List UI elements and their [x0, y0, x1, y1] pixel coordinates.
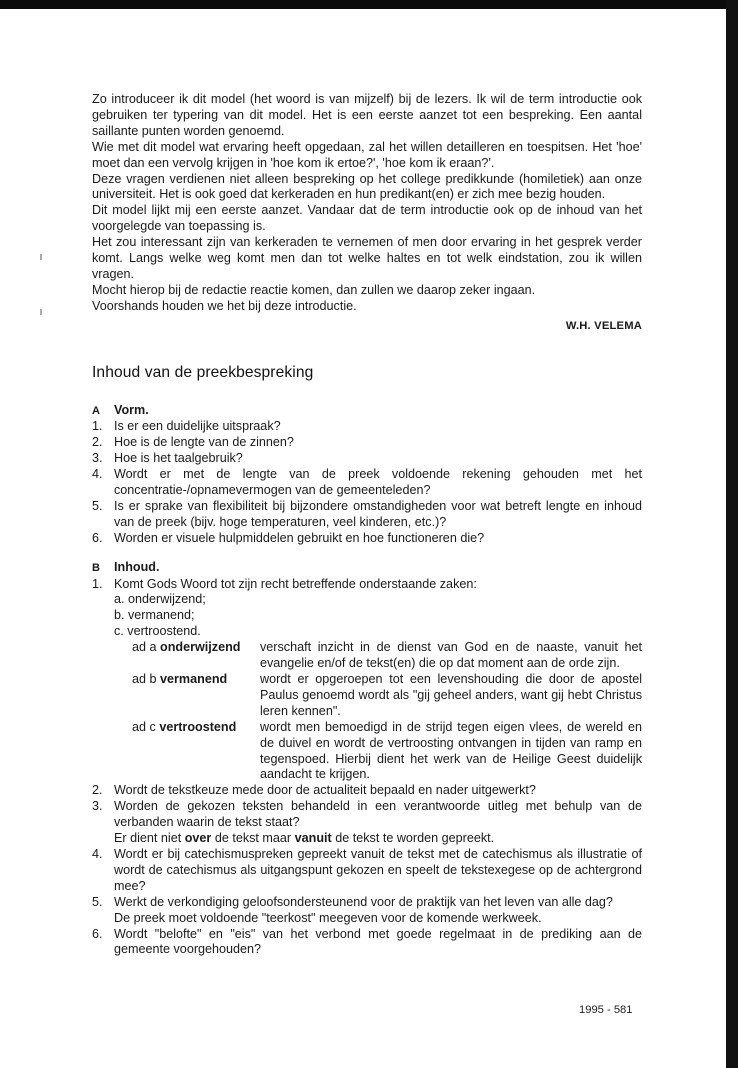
section-b-heading: [92, 560, 642, 577]
item-text: Hoe is het taalgebruik?: [114, 451, 243, 466]
item-number: 6.: [92, 926, 103, 941]
item-text: Worden er visuele hulpmiddelen gebruikt en hoe functioneren die?: [114, 530, 485, 545]
item-number: 4.: [92, 467, 103, 482]
sub-item: c. vertroostend.: [114, 624, 201, 639]
item-number: 3.: [92, 799, 103, 814]
author-signature: W.H. VELEMA: [565, 319, 642, 332]
item-text: Komt Gods Woord tot zijn recht betreffende onderstaande zaken:: [114, 576, 477, 591]
top-scan-border: [0, 0, 738, 9]
item-text: Werkt de verkondiging geloofsondersteunend voor de praktijk van het leven van alle dag?: [114, 894, 613, 909]
explanation-label: [114, 640, 260, 672]
item-text: Wordt er met de lengte van de preek voldoende rekening gehouden met het concentratie-/opnamevermogen van de gemeenteleden?: [114, 467, 642, 498]
scan-mark: [40, 309, 42, 315]
explanation-text: verschaft inzicht in de dienst van God en de naaste, vanuit het evangelie en/of de tekst(en) die op dat moment aan de orde zijn.: [260, 640, 642, 671]
item-number: 4.: [92, 846, 103, 861]
section-heading-text: Vorm.: [114, 402, 149, 417]
intro-paragraph: Wie met dit model wat ervaring heeft opgedaan, zal het willen detailleren en toespitsen. Het 'hoe' moet dan een vervolg krijgen in 'hoe kom ik ertoe?', 'hoe kom ik eraan?'.: [92, 139, 642, 170]
section-letter: B: [92, 561, 100, 574]
list-item: [92, 531, 642, 547]
explanation-term: vermanend: [160, 672, 228, 686]
scan-mark: [40, 254, 42, 260]
explanation-row: [114, 672, 642, 720]
form-question-list: [92, 419, 642, 546]
section-b: [92, 560, 642, 959]
list-item: [92, 927, 642, 959]
item-number: 5.: [92, 498, 103, 513]
list-item: [92, 783, 642, 799]
sub-list: [114, 592, 642, 640]
item-number: 2.: [92, 435, 103, 450]
explanation-term: onderwijzend: [160, 640, 241, 655]
right-scan-border: [726, 0, 738, 1068]
explanation-row: [114, 640, 642, 672]
emphasis-over: over: [184, 831, 212, 846]
item-text: Hoe is de lengte van de zinnen?: [114, 435, 294, 450]
item-number: 6.: [92, 530, 103, 545]
intro-paragraph: Dit model lijkt mij een eerste aanzet. Vandaar dat de term introductie ook op de inhoud van het voorgelegde van toepassing is.: [92, 203, 642, 234]
item-note: [114, 831, 642, 847]
emphasis-vanuit: vanuit: [294, 831, 332, 846]
item-text: Is er sprake van flexibiliteit bij bijzondere omstandigheden voor wat betreft lengte en inhoud van de preek (bijv. hoge temperaturen, veel kinderen, etc.)?: [114, 498, 642, 529]
note-text: de tekst te worden gepreekt.: [331, 831, 495, 846]
item-text: Wordt er bij catechismuspreken gepreekt vanuit de tekst met de catechismus als illustratie of wordt de catechismus als uitgangspunt gekozen en speelt de tekstexegese op de achtergrond mee?: [114, 846, 642, 893]
explanation-prefix: ad c: [132, 719, 156, 734]
list-item: [92, 847, 642, 895]
content-question-list: [92, 577, 642, 959]
section-title: Inhoud van de preekbespreking: [92, 363, 314, 381]
explanation-term: vertroostend: [159, 719, 237, 734]
intro-paragraph: Deze vragen verdienen niet alleen bespreking op het college predikkunde (homiletiek) aan onze universiteit. Het is ook goed dat kerkeraden en hun predikant(en) er zich mee bezig houden.: [92, 171, 642, 202]
section-a-heading: [92, 403, 642, 420]
list-item: [92, 451, 642, 467]
intro-paragraph: Het zou interessant zijn van kerkeraden te vernemen of men door ervaring in het gesprek verder komt. Langs welke weg komt men dan tot welke haltes en tot welk eindstation, zou ik willen vragen.: [92, 235, 642, 281]
item-number: 2.: [92, 783, 103, 798]
page-number: 1995 - 581: [579, 1004, 633, 1016]
intro-paragraph: Mocht hierop bij de redactie reactie komen, dan zullen we daarop zeker ingaan.: [92, 282, 536, 297]
note-text: Er dient niet: [114, 831, 185, 846]
item-text: Wordt de tekstkeuze mede door de actualiteit bepaald en nader uitgewerkt?: [114, 783, 536, 798]
sub-item: a. onderwijzend;: [114, 592, 206, 607]
explanation-row: [114, 720, 642, 784]
list-item: [92, 467, 642, 499]
item-note: De preek moet voldoende "teerkost" meegeven voor de komende werkweek.: [114, 910, 542, 925]
list-item: [92, 577, 642, 784]
list-item: [92, 799, 642, 847]
explanation-label: [114, 720, 260, 784]
intro-paragraph: Voorshands houden we het bij deze introductie.: [92, 298, 357, 313]
item-text: Wordt "belofte" en "eis" van het verbond met goede regelmaat in de prediking aan de gemeente voorgehouden?: [114, 926, 642, 957]
list-item: [92, 435, 642, 451]
list-item: [92, 499, 642, 531]
item-number: 5.: [92, 894, 103, 909]
item-text: Worden de gekozen teksten behandeld in een verantwoorde uitleg met behulp van de verbanden waarin de tekst staat?: [114, 799, 642, 830]
item-number: 1.: [92, 576, 103, 591]
item-text: Is er een duidelijke uitspraak?: [114, 419, 281, 434]
intro-paragraph: Zo introduceer ik dit model (het woord is van mijzelf) bij de lezers. Ik wil de term introductie ook gebruiken ter typering van dit model. Het is een eerste aanzet tot een bespreking. Een aantal saillante punten worden genoemd.: [92, 92, 642, 138]
explanation-prefix: ad a: [132, 640, 157, 655]
explanation-prefix: ad b: [132, 672, 157, 686]
section-a: [92, 403, 642, 547]
explanation-text: wordt men bemoedigd in de strijd tegen eigen vlees, de wereld en de duivel en wordt de vertroosting ontvangen in tijden van ramp en tegenspoed. Hierbij dient het werk van de Heilige Geest duidelijk aandacht te krijgen.: [260, 719, 642, 782]
section-letter: A: [92, 404, 100, 417]
item-number: 3.: [92, 451, 103, 466]
list-item: [92, 895, 642, 927]
list-item: [92, 419, 642, 435]
section-heading-text: Inhoud.: [114, 559, 160, 574]
item-number: 1.: [92, 419, 103, 434]
page-content: [92, 92, 642, 958]
explanation-text: wordt er opgeroepen tot een levenshouding die door de apostel Paulus genoemd wordt als "gij geheel anders, want gij hebt Christus leren kennen".: [260, 672, 642, 718]
introduction-text: [92, 92, 642, 315]
note-text: de tekst maar: [211, 831, 295, 846]
sub-item: b. vermanend;: [114, 608, 195, 623]
explanation-label: [114, 672, 260, 720]
